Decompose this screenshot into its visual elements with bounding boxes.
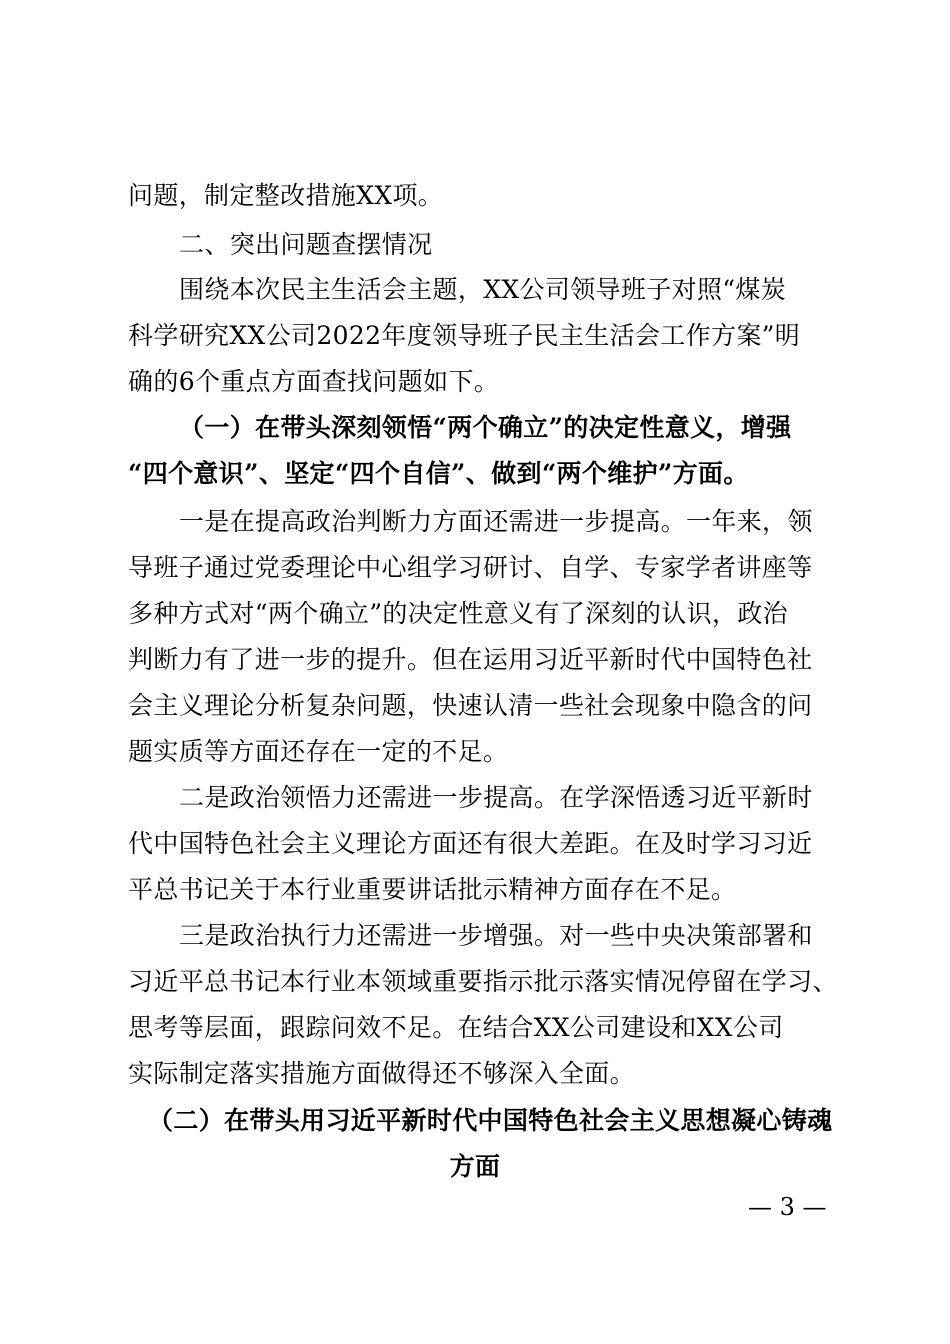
paragraph-line: 导班子通过党委理论中心组学习研讨、自学、专家学者讲座等 (128, 553, 813, 582)
paragraph-line: 习近平总书记本行业本领域重要指示批示落实情况停留在学习、 (128, 967, 838, 996)
subsection-heading-continuation: “四个意识”、坚定“四个自信”、做到“两个维护”方面。 (128, 459, 749, 488)
paragraph-line: 判断力有了进一步的提升。但在运用习近平新时代中国特色社 (128, 645, 813, 674)
paragraph-line: 平总书记关于本行业重要讲话批示精神方面存在不足。 (128, 875, 737, 904)
paragraph-line: 围绕本次民主生活会主题，XX公司领导班子对照“煤炭 (179, 275, 787, 304)
subsection-heading-continuation: 方面 (449, 1152, 501, 1181)
paragraph-line: 三是政治执行力还需进一步增强。对一些中央决策部署和 (179, 921, 813, 950)
paragraph-line: 实际制定落实措施方面做得还不够深入全面。 (128, 1059, 636, 1088)
paragraph-line: 确的6个重点方面查找问题如下。 (128, 367, 500, 396)
paragraph-line: 代中国特色社会主义理论方面还有很大差距。在及时学习习近 (128, 829, 813, 858)
paragraph-line: 会主义理论分析复杂问题，快速认清一些社会现象中隐含的问 (128, 691, 813, 720)
section-heading: 二、突出问题查摆情况 (179, 230, 433, 259)
paragraph-line: 一是在提高政治判断力方面还需进一步提高。一年来，领 (179, 507, 813, 536)
paragraph-line: 问题，制定整改措施XX项。 (128, 181, 444, 210)
paragraph-line: 二是政治领悟力还需进一步提高。在学深悟透习近平新时 (179, 783, 813, 812)
paragraph-line: 多种方式对“两个确立”的决定性意义有了深刻的认识，政治 (128, 599, 789, 628)
paragraph-line: 题实质等方面还存在一定的不足。 (128, 737, 509, 766)
paragraph-line: 思考等层面，跟踪问效不足。在结合XX公司建设和XX公司 (128, 1013, 784, 1042)
subsection-heading: （二）在带头用习近平新时代中国特色社会主义思想凝心铸魂 (148, 1106, 833, 1135)
page-number: — 3 — (748, 1193, 827, 1221)
paragraph-line: 科学研究XX公司2022年度领导班子民主生活会工作方案”明 (128, 321, 801, 350)
subsection-heading: （一）在带头深刻领悟“两个确立”的决定性意义，增强 (179, 413, 792, 442)
